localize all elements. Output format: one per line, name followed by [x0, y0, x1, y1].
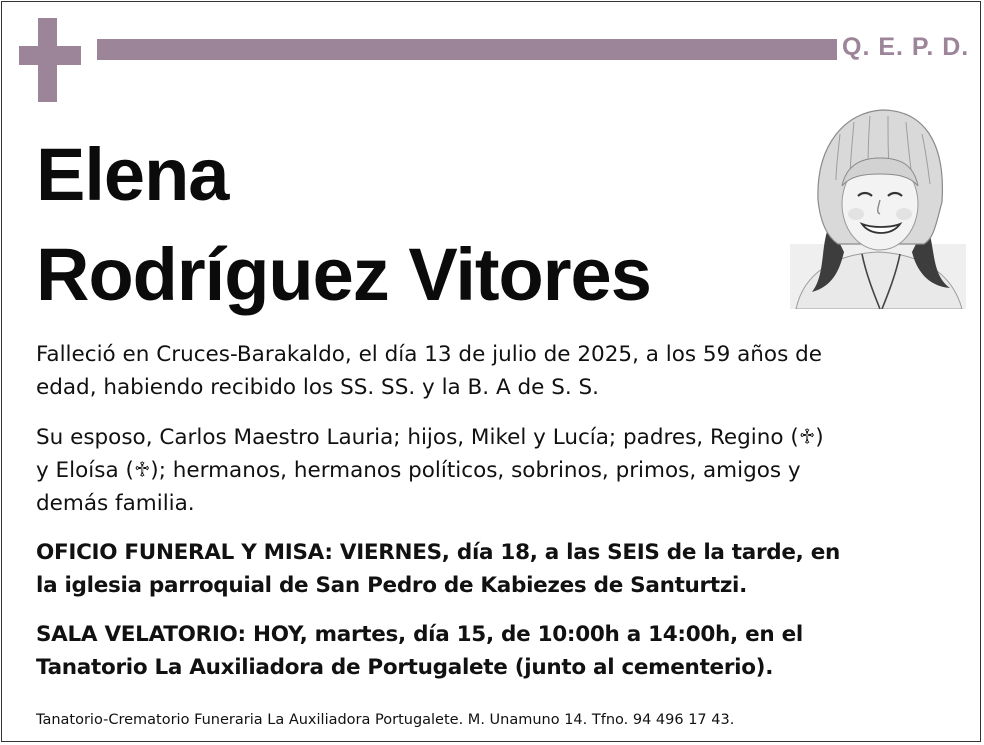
family-line-3: demás familia.	[36, 491, 195, 516]
wake-line-1: SALA VELATORIO: HOY, martes, día 15, de 10:00h a 14:00h, en el	[36, 622, 803, 647]
family-line-2: y Eloísa (♱); hermanos, hermanos políticos, sobrinos, primos, amigos y	[36, 458, 801, 483]
death-line-1: Falleció en Cruces-Barakaldo, el día 13 de julio de 2025, a los 59 años de	[36, 342, 822, 367]
funeral-announcement	[36, 536, 952, 602]
cross-icon	[19, 18, 81, 102]
family-announcement	[36, 421, 952, 520]
qepd-label: Q. E. P. D.	[842, 33, 970, 61]
deceased-surname: Rodríguez Vitores	[36, 233, 651, 316]
funeral-home-footer: Tanatorio-Crematorio Funeraria La Auxiliadora Portugalete. M. Unamuno 14. Tfno. 94 496 17 43.	[36, 712, 735, 728]
death-line-2: edad, habiendo recibido los SS. SS. y la B. A de S. S.	[36, 375, 600, 400]
deceased-photo	[790, 104, 966, 309]
deceased-first-name: Elena	[36, 133, 229, 216]
death-announcement	[36, 338, 952, 404]
wake-line-2: Tanatorio La Auxiliadora de Portugalete (junto al cementerio).	[36, 655, 774, 680]
wake-announcement	[36, 618, 952, 684]
header-rule	[97, 39, 837, 60]
funeral-line-1: OFICIO FUNERAL Y MISA: VIERNES, día 18, a las SEIS de la tarde, en	[36, 540, 841, 565]
funeral-line-2: la iglesia parroquial de San Pedro de Kabiezes de Santurtzi.	[36, 573, 747, 598]
family-line-1: Su esposo, Carlos Maestro Lauria; hijos, Mikel y Lucía; padres, Regino (♱)	[36, 425, 824, 450]
